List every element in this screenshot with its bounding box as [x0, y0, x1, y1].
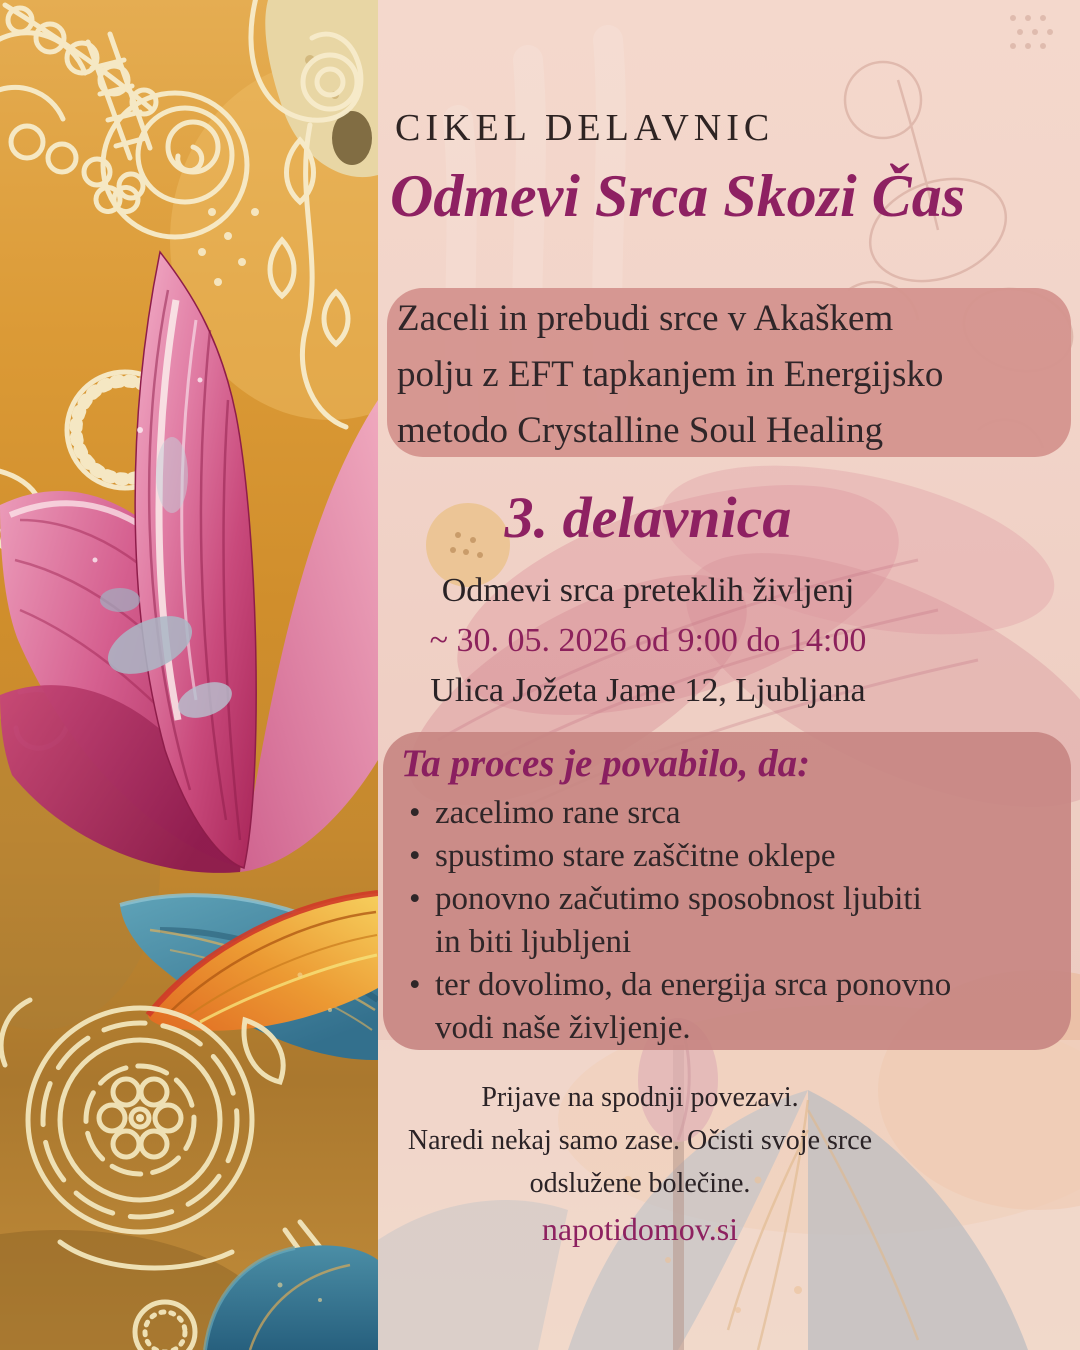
intro-line-2: polju z EFT tapkanjem in Energijsko [397, 354, 944, 395]
registration-footer [390, 1076, 890, 1251]
eyebrow-cycle-title: CIKEL DELAVNIC [395, 107, 775, 149]
footer-line-2: Naredi nekaj samo zase. Očisti svoje srce [407, 1125, 873, 1156]
list-item: • ter dovolimo, da energija srca ponovno vodi naše življenje. [383, 964, 1071, 1050]
footer-line-1: Prijave na spodnji povezavi. [481, 1082, 799, 1113]
workshop-number-title: 3. delavnica [504, 485, 792, 550]
intro-line-3: metodo Crystalline Soul Healing [397, 410, 884, 451]
invitation-bullet-list [383, 792, 1071, 1050]
list-item: • spustimo stare zaščitne oklepe [383, 835, 1071, 878]
poster-title-script: Odmevi Srca Skozi Čas [390, 163, 966, 229]
lotus-gold-doodle-art [0, 0, 378, 1350]
left-artwork-illustration [0, 0, 378, 1350]
content-column [378, 0, 1080, 1350]
invitation-heading: Ta proces je povabilo, da: [401, 742, 811, 785]
invitation-panel [383, 732, 1071, 1050]
intro-line-1: Zaceli in prebudi srce v Akaškem [397, 298, 894, 339]
workshop-details-block [398, 470, 898, 716]
workshop-location: Ulica Jožeta Jame 12, Ljubljana [430, 672, 866, 709]
list-item: • zacelimo rane srca [383, 792, 1071, 835]
list-item: • ponovno začutimo sposobnost ljubiti in biti ljubljeni [383, 878, 1071, 964]
website-link[interactable]: napotidomov.si [541, 1211, 739, 1247]
footer-line-3: odslužene bolečine. [529, 1168, 751, 1199]
workshop-datetime: ~ 30. 05. 2026 od 9:00 do 14:00 [429, 622, 867, 659]
workshop-subtitle: Odmevi srca preteklih življenj [441, 572, 855, 609]
intro-panel [387, 288, 1071, 457]
